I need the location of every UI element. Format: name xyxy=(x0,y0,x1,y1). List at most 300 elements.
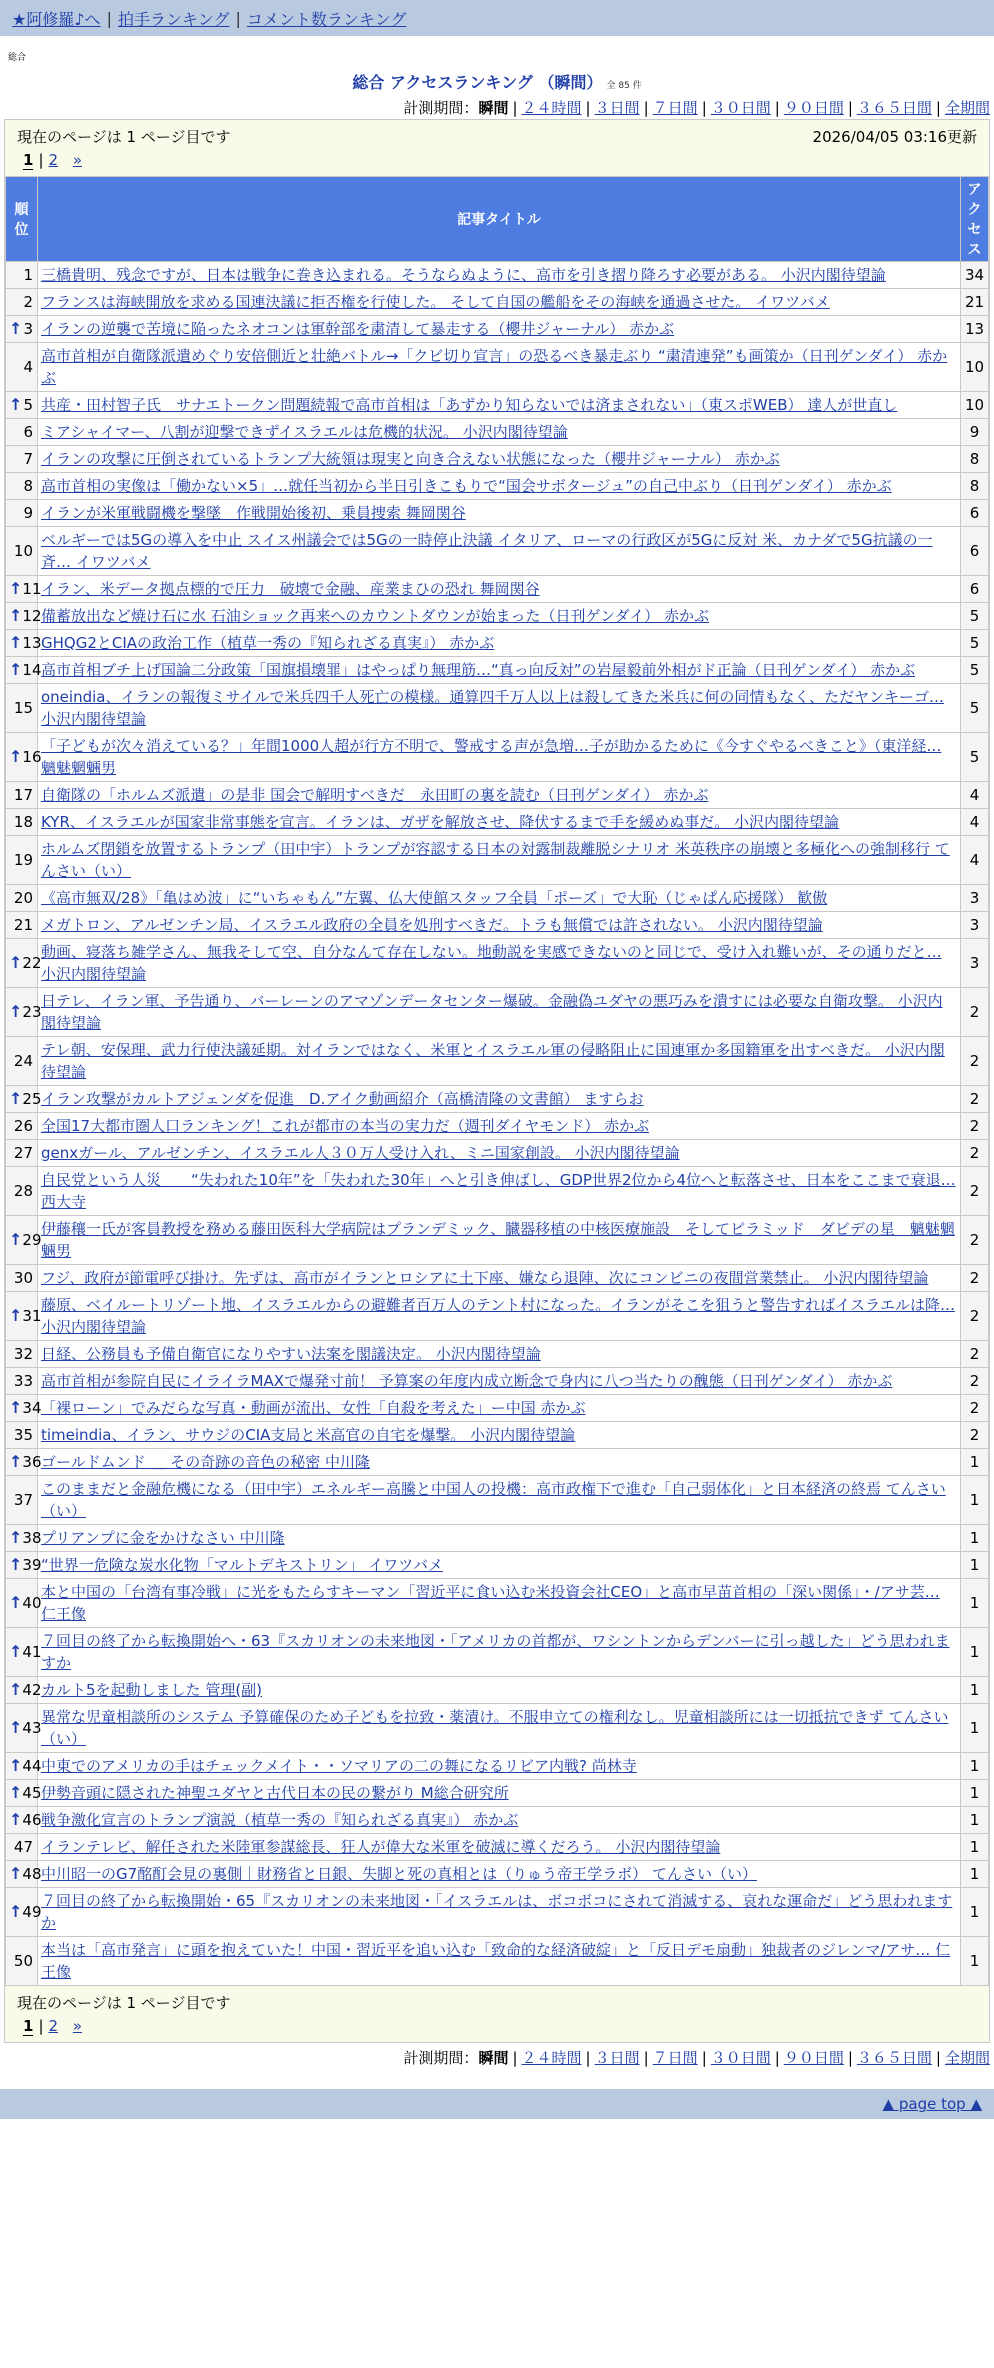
access-count: 3 xyxy=(961,912,989,939)
period-option[interactable]: 全期間 xyxy=(944,99,990,117)
article-link[interactable]: メガトロン、アルゼンチン局、イスラエル政府の全員を処刑すべきだ。トラも無償では許されない。 小沢内閣待望論 xyxy=(41,916,823,934)
rank-up-arrow-icon: ↑ xyxy=(9,1398,23,1417)
title-cell xyxy=(38,473,961,500)
rank-cell xyxy=(6,473,38,500)
rank-number: 44 xyxy=(22,1757,42,1775)
table-row xyxy=(6,1937,989,1986)
rank-cell xyxy=(6,1807,42,1834)
period-option[interactable]: ２４時間 xyxy=(521,99,582,117)
title-cell xyxy=(38,1086,961,1113)
rank-cell xyxy=(6,1037,38,1086)
rank-cell xyxy=(6,988,42,1037)
rank-up-arrow-icon: ↑ xyxy=(9,1783,23,1802)
rank-number: 11 xyxy=(22,580,42,598)
title-cell xyxy=(38,446,961,473)
rank-cell xyxy=(6,1552,42,1579)
header-title: 記事タイトル xyxy=(38,177,961,262)
page-info-bottom xyxy=(5,1986,989,2014)
title-cell xyxy=(38,1807,961,1834)
rank-number: 34 xyxy=(22,1399,42,1417)
article-link[interactable]: 「裸ローン」でみだらな写真・動画が流出、女性「自殺を考えた」ー中国 赤かぶ xyxy=(41,1399,586,1417)
article-link[interactable]: ベルギーでは5Gの導入を中止 スイス州議会では5Gの一時停止決議 イタリア、ローマの行政区が5Gに反対 米、カナダで5G抗議の一斉… イワツバメ xyxy=(41,531,933,571)
access-count: 4 xyxy=(961,836,989,885)
table-row xyxy=(6,576,989,603)
table-row xyxy=(6,1422,989,1449)
table-row xyxy=(6,809,989,836)
table-row xyxy=(6,733,989,782)
rank-number: 17 xyxy=(13,786,33,804)
access-count: 1 xyxy=(961,1525,989,1552)
rank-number: 6 xyxy=(23,423,33,441)
article-link[interactable]: イランの攻撃に圧倒されているトランプ大統領は現実と向き合えない状態になった（櫻井ジャーナル） 赤かぶ xyxy=(41,450,780,468)
nav-separator: | xyxy=(235,8,241,28)
rank-cell xyxy=(6,316,38,343)
category-label: 総合 xyxy=(8,53,27,63)
access-count: 2 xyxy=(961,1265,989,1292)
rank-number: 49 xyxy=(22,1903,42,1921)
table-row xyxy=(6,603,989,630)
title-cell xyxy=(38,343,961,392)
period-label: 計測期間： xyxy=(403,99,479,117)
title-cell xyxy=(38,1395,961,1422)
period-option[interactable]: ３０日間 xyxy=(710,99,771,117)
article-link[interactable]: 日テレ、イラン軍、予告通り、バーレーンのアマゾンデータセンター爆破。金融偽ユダヤの悪巧みを潰すには必要な自衛攻撃。 小沢内閣待望論 xyxy=(41,992,943,1032)
rank-up-arrow-icon: ↑ xyxy=(9,1306,23,1325)
access-count: 2 xyxy=(961,1113,989,1140)
article-link[interactable]: イラン攻撃がカルトアジェンダを促進 D.アイク動画紹介（高橋清隆の文書館） ますらお xyxy=(41,1090,644,1108)
access-count: 4 xyxy=(961,782,989,809)
access-count: 4 xyxy=(961,809,989,836)
article-link[interactable]: 全国17大都市圏人口ランキング！これが都市の本当の実力だ（週刊ダイヤモンド） 赤かぶ xyxy=(41,1117,650,1135)
rank-up-arrow-icon: ↑ xyxy=(9,1230,23,1249)
period-option[interactable]: ２４時間 xyxy=(521,2049,582,2067)
rank-cell xyxy=(6,1704,42,1753)
rank-cell xyxy=(6,392,38,419)
access-count: 3 xyxy=(961,885,989,912)
access-count: 1 xyxy=(961,1888,989,1937)
top-nav-link[interactable]: コメント数ランキング xyxy=(246,9,407,29)
rank-number: 16 xyxy=(22,748,42,766)
article-link[interactable]: 藤原、ベイルートリゾート地、イスラエルからの避難者百万人のテント村になった。イランがそこを狙うと警告すればイスラエルは降… 小沢内閣待望論 xyxy=(41,1296,955,1336)
page-top-link[interactable]: ▲ page top ▲ xyxy=(882,2095,982,2113)
period-option: 瞬間 xyxy=(478,2049,509,2067)
article-link[interactable]: イランが米軍戦闘機を撃墜 作戦開始後初、乗員捜索 舞岡関谷 xyxy=(41,504,466,522)
article-link[interactable]: GHQG2とCIAの政治工作（植草一秀の『知られざる真実』） 赤かぶ xyxy=(41,634,495,652)
rank-cell xyxy=(6,809,38,836)
article-link[interactable]: イラン、米データ拠点標的で圧力 破壊で金融、産業まひの恐れ 舞岡関谷 xyxy=(41,580,540,598)
access-count: 5 xyxy=(961,733,989,782)
rank-number: 33 xyxy=(13,1372,33,1390)
article-link[interactable]: 共産・田村智子氏 サナエトークン問題続報で高市首相は「あずかり知らないでは済まされない」（東スポWEB） 達人が世直し xyxy=(41,396,898,414)
table-row xyxy=(6,684,989,733)
article-link[interactable]: ゴールドムンド ＿ その奇跡の音色の秘密 中川隆 xyxy=(41,1453,371,1471)
rank-number: 8 xyxy=(23,477,33,495)
rank-cell xyxy=(6,912,38,939)
table-row xyxy=(6,939,989,988)
article-link[interactable]: ホルムズ閉鎖を放置するトランプ（田中宇）トランプが容認する日本の対露制裁離脱シナリオ 米英秩序の崩壊と多極化への強制移行 てんさい（い） xyxy=(41,840,950,880)
title-cell xyxy=(38,782,961,809)
article-link[interactable]: 「子どもが次々消えている？」年間1000人超が行方不明で、警戒する声が急増…子が助かるために《今すぐやるべきこと》（東洋経… 魑魅魍魎男 xyxy=(41,737,942,777)
rank-number: 12 xyxy=(22,607,42,625)
rank-cell xyxy=(6,630,42,657)
rank-number: 25 xyxy=(22,1090,42,1108)
rank-number: 2 xyxy=(23,293,33,311)
top-nav xyxy=(0,0,994,36)
access-count: 2 xyxy=(961,1140,989,1167)
table-row xyxy=(6,392,989,419)
period-nav-bottom: 計測期間：瞬間 | ２４時間 | ３日間 | ７日間 | ３０日間 | ９０日間 | ３６５日間 | 全期間 xyxy=(403,2049,990,2067)
pager-page-2[interactable]: 2 xyxy=(48,151,59,169)
article-link[interactable]: oneindia、イランの報復ミサイルで米兵四千人死亡の模様。通算四千万人以上は殺してきた米兵に何の同情もなく、ただヤンキーゴ… 小沢内閣待望論 xyxy=(41,688,944,728)
page-status-bottom: 現在のページは 1 ページ目です xyxy=(17,1994,231,2012)
period-option[interactable]: ３日間 xyxy=(594,2049,640,2067)
table-row xyxy=(6,657,989,684)
article-link[interactable]: 三橋貴明、残念ですが、日本は戦争に巻き込まれる。そうならぬように、高市を引き摺り降ろす必要がある。 小沢内閣待望論 xyxy=(41,266,886,284)
rank-number: 27 xyxy=(13,1144,33,1162)
article-link[interactable]: テレ朝、安保理、武力行使決議延期。対イランではなく、米軍とイスラエル軍の侵略阻止に国連軍か多国籍軍を出すべきだ。 小沢内閣待望論 xyxy=(41,1041,945,1081)
table-row xyxy=(6,1807,989,1834)
table-row xyxy=(6,1368,989,1395)
article-link[interactable]: 戦争激化宣言のトランプ演説（植草一秀の『知られざる真実』） 赤かぶ xyxy=(41,1811,519,1829)
table-row xyxy=(6,1395,989,1422)
table-row xyxy=(6,1780,989,1807)
period-option[interactable]: ９０日間 xyxy=(783,99,844,117)
table-row xyxy=(6,885,989,912)
access-count: 2 xyxy=(961,1368,989,1395)
rank-up-arrow-icon: ↑ xyxy=(9,1902,23,1921)
article-link[interactable]: 伊藤穰一氏が客員教授を務める藤田医科大学病院はプランデミック、臓器移植の中核医療施設 そしてピラミッド ダビデの星 魑魅魍魎男 xyxy=(41,1220,955,1260)
article-link[interactable]: イランテレビ、解任された米陸軍参謀総長、狂人が偉大な米軍を破滅に導くだろう。 小沢内閣待望論 xyxy=(41,1838,721,1856)
title-cell xyxy=(38,419,961,446)
title-cell xyxy=(38,684,961,733)
pager-next[interactable]: » xyxy=(72,2017,83,2035)
title-cell xyxy=(38,1216,961,1265)
pager-bottom: 1 | 2 » xyxy=(23,2017,83,2035)
title-cell xyxy=(38,1368,961,1395)
access-count: 8 xyxy=(961,446,989,473)
title-cell xyxy=(38,1579,961,1628)
article-link[interactable]: このままだと金融危機になる（田中宇）エネルギー高騰と中国人の投機：高市政権下で進む「自己弱体化」と日本経済の終焉 てんさい（い） xyxy=(41,1480,946,1520)
article-link[interactable]: “世界一危険な炭水化物「マルトデキストリン」 イワツバメ xyxy=(41,1556,443,1574)
rank-number: 22 xyxy=(22,954,42,972)
article-link[interactable]: カルト5を起動しました 管理(副) xyxy=(41,1681,263,1699)
table-row xyxy=(6,1216,989,1265)
title-cell xyxy=(38,1292,961,1341)
rank-number: 40 xyxy=(22,1594,42,1612)
rank-number: 48 xyxy=(22,1865,42,1883)
table-header-row xyxy=(6,177,989,262)
article-link[interactable]: フランスは海峡開放を求める国連決議に拒否権を行使した。 そして自国の艦船をその海峡を通過させた。 イワツバメ xyxy=(41,293,830,311)
rank-cell xyxy=(6,1167,38,1216)
rank-number: 37 xyxy=(13,1491,33,1509)
title-cell xyxy=(38,1525,961,1552)
access-count: 1 xyxy=(961,1704,989,1753)
article-link[interactable]: KYR、イスラエルが国家非常事態を宣言。イランは、ガザを解放させ、降伏するまで手を緩めぬ事だ。 小沢内閣待望論 xyxy=(41,813,840,831)
rank-number: 31 xyxy=(22,1307,42,1325)
article-link[interactable]: timeindia、イラン、サウジのCIA支局と米高官の自宅を爆撃。 小沢内閣待望論 xyxy=(41,1426,576,1444)
rank-cell xyxy=(6,576,42,603)
access-count: 5 xyxy=(961,603,989,630)
access-count: 1 xyxy=(961,1937,989,1986)
rank-up-arrow-icon: ↑ xyxy=(9,1810,23,1829)
rank-cell xyxy=(6,289,38,316)
rank-number: 26 xyxy=(13,1117,33,1135)
top-nav-link[interactable]: 拍手ランキング xyxy=(117,9,230,29)
rank-cell xyxy=(6,1579,42,1628)
rank-cell xyxy=(6,1628,42,1677)
table-row xyxy=(6,527,989,576)
rank-number: 3 xyxy=(23,320,33,338)
top-nav-link[interactable]: ★阿修羅♪へ xyxy=(12,9,101,29)
period-option[interactable]: ３日間 xyxy=(594,99,640,117)
rank-cell xyxy=(6,500,38,527)
title-cell xyxy=(38,1937,961,1986)
rank-up-arrow-icon: ↑ xyxy=(9,1756,23,1775)
article-link[interactable]: genxガール、アルゼンチン、イスラエル人３０万人受け入れ、ミニ国家創設。 小沢内閣待望論 xyxy=(41,1144,680,1162)
period-option[interactable]: ７日間 xyxy=(652,99,698,117)
article-link[interactable]: 本と中国の「台湾有事冷戦」に光をもたらすキーマン「習近平に食い込む米投資会社CEO」と高市早苗首相の「深い関係」・/アサ芸… 仁王像 xyxy=(41,1583,940,1623)
pager-page-2[interactable]: 2 xyxy=(48,2017,59,2035)
title-cell xyxy=(38,912,961,939)
table-row xyxy=(6,1677,989,1704)
article-link[interactable]: ７回目の終了から転換開始・65『スカリオンの未来地図・「イスラエルは、ボコボコにされて消滅する、哀れな運命だ」どう思われますか xyxy=(41,1892,953,1932)
access-count: 1 xyxy=(961,1677,989,1704)
period-option[interactable]: ９０日間 xyxy=(783,2049,844,2067)
article-link[interactable]: 中東でのアメリカの手はチェックメイト・・ソマリアの二の舞になるリビア内戦? 尚林寺 xyxy=(41,1757,637,1775)
access-count: 1 xyxy=(961,1552,989,1579)
page-title xyxy=(0,70,994,93)
title-cell xyxy=(38,1113,961,1140)
article-link[interactable]: ７回目の終了から転換開始へ・63『スカリオンの未来地図・「アメリカの首都が、ワシントンからデンバーに引っ越した」どう思われますか xyxy=(41,1632,950,1672)
table-row xyxy=(6,473,989,500)
access-count: 6 xyxy=(961,576,989,603)
title-cell xyxy=(38,1704,961,1753)
article-link[interactable]: 高市首相ブチ上げ国論二分政策「国旗損壊罪」はやっぱり無理筋…“真っ向反対”の岩屋毅前外相がド正論（日刊ゲンダイ） 赤かぶ xyxy=(41,661,916,679)
rank-cell xyxy=(6,527,38,576)
title-cell xyxy=(38,262,961,289)
table-row xyxy=(6,1704,989,1753)
rank-number: 18 xyxy=(13,813,33,831)
article-link[interactable]: フジ、政府が節電呼び掛け。先ずは、高市がイランとロシアに土下座、嫌なら退陣、次にコンビニの夜間営業禁止。 小沢内閣待望論 xyxy=(41,1269,929,1287)
rank-number: 14 xyxy=(22,661,42,679)
rank-number: 23 xyxy=(22,1003,42,1021)
title-cell xyxy=(38,1888,961,1937)
rank-up-arrow-icon: ↑ xyxy=(9,747,23,766)
table-row xyxy=(6,782,989,809)
table-row xyxy=(6,1037,989,1086)
title-cell xyxy=(38,630,961,657)
table-row xyxy=(6,446,989,473)
article-link[interactable]: ミアシャイマー、八割が迎撃できずイスラエルは危機的状況。 小沢内閣待望論 xyxy=(41,423,568,441)
table-row xyxy=(6,262,989,289)
rank-cell xyxy=(6,1113,38,1140)
article-link[interactable]: 高市首相の実像は「働かない×5」…就任当初から半日引きこもりで“国会サボタージュ”の自己中ぶり（日刊ゲンダイ） 赤かぶ xyxy=(41,477,892,495)
title-cell xyxy=(38,1861,961,1888)
access-count: 5 xyxy=(961,630,989,657)
access-count: 2 xyxy=(961,988,989,1037)
access-count: 1 xyxy=(961,1807,989,1834)
rank-cell xyxy=(6,1422,38,1449)
article-link[interactable]: プリアンプに金をかけなさい 中川隆 xyxy=(41,1529,285,1547)
rank-cell xyxy=(6,1395,42,1422)
article-link[interactable]: 本当は「高市発言」に頭を抱えていた！中国・習近平を追い込む「致命的な経済破綻」と「反日デモ扇動」独裁者のジレンマ/アサ… 仁王像 xyxy=(41,1941,951,1981)
rank-number: 30 xyxy=(13,1269,33,1287)
rank-up-arrow-icon: ↑ xyxy=(9,1089,23,1108)
rank-number: 39 xyxy=(22,1556,42,1574)
rank-cell xyxy=(6,1086,42,1113)
access-count: 6 xyxy=(961,500,989,527)
rank-up-arrow-icon: ↑ xyxy=(9,1528,23,1547)
rank-number: 24 xyxy=(13,1052,33,1070)
rank-cell xyxy=(6,419,38,446)
access-count: 10 xyxy=(961,392,989,419)
rank-cell xyxy=(6,885,38,912)
article-link[interactable]: 動画、寝落ち雑学さん、無我そして空、自分なんて存在しない。地動説を実感できないのと同じで、受け入れ難いが、その通りだと… 小沢内閣待望論 xyxy=(41,943,942,983)
rank-up-arrow-icon: ↑ xyxy=(9,579,23,598)
title-cell xyxy=(38,1265,961,1292)
table-row xyxy=(6,1552,989,1579)
rank-up-arrow-icon: ↑ xyxy=(9,1718,23,1737)
access-count: 2 xyxy=(961,1086,989,1113)
ranking-table xyxy=(5,176,989,1986)
article-link[interactable]: 中川昭一のG7酩酊会見の裏側｜財務省と日銀、失脚と死の真相とは（りゅう帝王学ラボ） てんさい（い） xyxy=(41,1865,757,1883)
period-label: 計測期間： xyxy=(403,2049,479,2067)
rank-up-arrow-icon: ↑ xyxy=(9,953,23,972)
rank-cell xyxy=(6,1449,42,1476)
rank-cell xyxy=(6,446,38,473)
access-count: 1 xyxy=(961,1834,989,1861)
title-cell xyxy=(38,527,961,576)
rank-cell xyxy=(6,1216,42,1265)
period-option[interactable]: 全期間 xyxy=(944,2049,990,2067)
access-count: 2 xyxy=(961,1037,989,1086)
title-cell xyxy=(38,1449,961,1476)
access-count: 2 xyxy=(961,1167,989,1216)
rank-number: 41 xyxy=(22,1643,42,1661)
period-option[interactable]: ３６５日間 xyxy=(856,2049,932,2067)
table-row xyxy=(6,1834,989,1861)
page-status: 現在のページは 1 ページ目です xyxy=(17,128,231,146)
article-link[interactable]: 自民党という人災 “失われた10年”を「失われた30年」へと引き伸ばし、GDP世界2位から4位へと転落させ、日本をここまで衰退… 西大寺 xyxy=(41,1171,956,1211)
rank-number: 19 xyxy=(13,851,33,869)
table-row xyxy=(6,1888,989,1937)
article-link[interactable]: 高市首相が自衛隊派遣めぐり安倍側近と壮絶バトル→「クビ切り宣言」の恐るべき暴走ぶり “粛清連発”も画策か（日刊ゲンダイ） 赤かぶ xyxy=(41,347,948,387)
period-nav-top: 計測期間：瞬間 | ２４時間 | ３日間 | ７日間 | ３０日間 | ９０日間 | ３６５日間 | 全期間 xyxy=(403,99,990,117)
period-option[interactable]: ３０日間 xyxy=(710,2049,771,2067)
access-count: 1 xyxy=(961,1861,989,1888)
period-option[interactable]: ３６５日間 xyxy=(856,99,932,117)
table-row xyxy=(6,1086,989,1113)
rank-number: 46 xyxy=(22,1811,42,1829)
rank-number: 1 xyxy=(23,266,33,284)
access-count: 3 xyxy=(961,939,989,988)
rank-cell xyxy=(6,1292,42,1341)
rank-number: 35 xyxy=(13,1426,33,1444)
access-count: 10 xyxy=(961,343,989,392)
pager-page-1: 1 xyxy=(23,2017,34,2035)
title-cell xyxy=(38,500,961,527)
title-cell xyxy=(38,988,961,1037)
article-link[interactable]: イランの逆襲で苦境に陥ったネオコンは軍幹部を粛清して暴走する（櫻井ジャーナル） 赤かぶ xyxy=(41,320,675,338)
rank-cell xyxy=(6,1753,42,1780)
article-link[interactable]: 高市首相が参院自民にイライラMAXで爆発寸前！ 予算案の年度内成立断念で身内に八つ当たりの醜態（日刊ゲンダイ） 赤かぶ xyxy=(41,1372,893,1390)
title-cell xyxy=(38,1753,961,1780)
title-cell xyxy=(38,1628,961,1677)
rank-up-arrow-icon: ↑ xyxy=(9,660,23,679)
article-link[interactable]: 伊勢音頭に隠された神聖ユダヤと古代日本の民の繋がり M総合研究所 xyxy=(41,1784,509,1802)
pager-page-1: 1 xyxy=(23,151,34,169)
title-cell xyxy=(38,1677,961,1704)
title-cell xyxy=(38,1780,961,1807)
pager-next[interactable]: » xyxy=(72,151,83,169)
title-cell xyxy=(38,836,961,885)
rank-number: 10 xyxy=(13,542,33,560)
table-row xyxy=(6,1476,989,1525)
title-cell xyxy=(38,576,961,603)
table-row xyxy=(6,316,989,343)
rank-up-arrow-icon: ↑ xyxy=(9,1680,23,1699)
article-link[interactable]: 日経、公務員も予備自衛官になりやすい法案を閣議決定。 小沢内閣待望論 xyxy=(41,1345,541,1363)
period-option[interactable]: ７日間 xyxy=(652,2049,698,2067)
access-count: 34 xyxy=(961,262,989,289)
title-cell xyxy=(38,939,961,988)
title-cell xyxy=(38,603,961,630)
rank-up-arrow-icon: ↑ xyxy=(9,606,23,625)
rank-cell xyxy=(6,939,42,988)
rank-cell xyxy=(6,603,42,630)
title-cell xyxy=(38,316,961,343)
table-row xyxy=(6,1265,989,1292)
title-cell xyxy=(38,1476,961,1525)
table-row xyxy=(6,836,989,885)
page-title-text: 総合 アクセスランキング （瞬間） xyxy=(352,73,603,92)
table-row xyxy=(6,630,989,657)
rank-up-arrow-icon: ↑ xyxy=(9,319,23,338)
access-count: 2 xyxy=(961,1216,989,1265)
rank-cell xyxy=(6,1368,38,1395)
rank-number: 21 xyxy=(13,916,33,934)
access-count: 2 xyxy=(961,1341,989,1368)
rank-up-arrow-icon: ↑ xyxy=(9,1452,23,1471)
article-link[interactable]: 《高市無双/28》「亀はめ波」に“いちゃもん”左翼、仏大使館スタッフ全員「ポーズ」で大恥（じゃぱん応援隊） 歓傲 xyxy=(41,889,828,907)
article-link[interactable]: 異常な児童相談所のシステム 予算確保のため子どもを拉致・薬漬け。不服申立ての権利なし。児童相談所には一切抵抗できず てんさい（い） xyxy=(41,1708,949,1748)
rank-number: 7 xyxy=(23,450,33,468)
title-cell xyxy=(38,733,961,782)
rank-cell xyxy=(6,1834,38,1861)
table-row xyxy=(6,1525,989,1552)
rank-cell xyxy=(6,1937,38,1986)
rank-number: 36 xyxy=(22,1453,42,1471)
rank-up-arrow-icon: ↑ xyxy=(9,1642,23,1661)
rank-cell xyxy=(6,1140,38,1167)
rank-cell xyxy=(6,1341,38,1368)
table-row xyxy=(6,1113,989,1140)
rank-cell xyxy=(6,1888,42,1937)
rank-up-arrow-icon: ↑ xyxy=(9,633,23,652)
rank-cell xyxy=(6,782,38,809)
page-info-top xyxy=(5,120,989,148)
title-cell xyxy=(38,657,961,684)
access-count: 8 xyxy=(961,473,989,500)
article-link[interactable]: 自衛隊の「ホルムズ派遣」の是非 国会で解明すべきだ 永田町の裏を読む（日刊ゲンダイ） 赤かぶ xyxy=(41,786,709,804)
article-link[interactable]: 備蓄放出など焼け石に水 石油ショック再来へのカウントダウンが始まった（日刊ゲンダイ） 赤かぶ xyxy=(41,607,710,625)
pager-top: 1 | 2 » xyxy=(23,151,83,169)
title-cell xyxy=(38,809,961,836)
rank-number: 4 xyxy=(23,358,33,376)
rank-cell xyxy=(6,1780,42,1807)
rank-up-arrow-icon: ↑ xyxy=(9,1593,23,1612)
title-cell xyxy=(38,885,961,912)
